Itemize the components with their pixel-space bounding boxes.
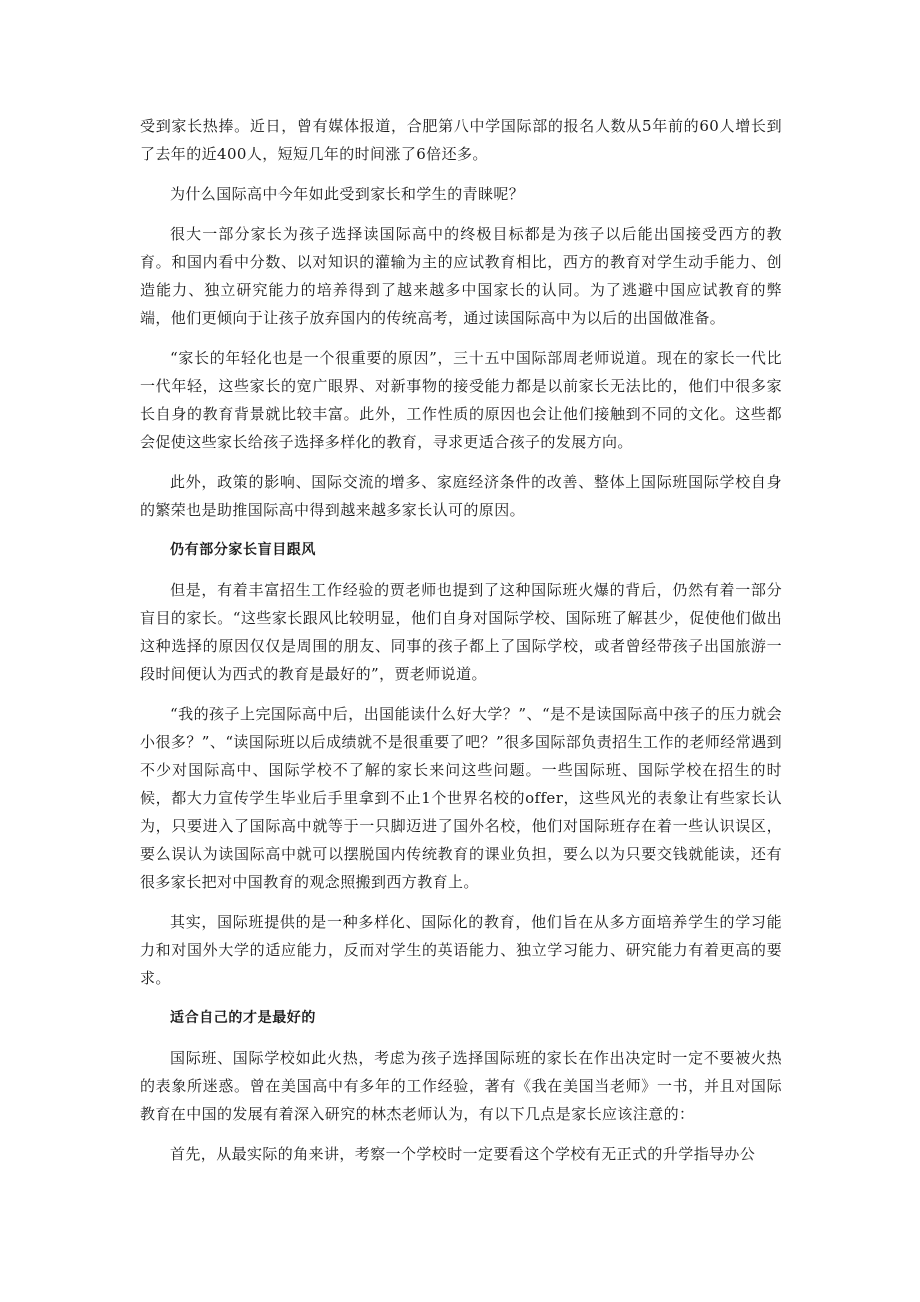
paragraph-goal: 很大一部分家长为孩子选择读国际高中的终极目标都是为孩子以后能出国接受西方的教育。和国内看中分数、以对知识的灌输为主的应试教育相比，西方的教育对学生动手能力、创造能力、独立研究能力的培养得到了越来越多中国家长的认同。为了逃避中国应试教育的弊端，他们更倾向于让孩子放弃国内的传统高考，通过读国际高中为以后的出国做准备。 xyxy=(140,225,782,327)
document-page xyxy=(140,112,782,1180)
paragraph-policy: 此外，政策的影响、国际交流的增多、家庭经济条件的改善、整体上国际班国际学校自身的繁荣也是助推国际高中得到越来越多家长认可的原因。 xyxy=(140,473,782,519)
section-heading-best-fit: 适合自己的才是最好的 xyxy=(170,1010,316,1026)
paragraph-in-fact: 其实，国际班提供的是一种多样化、国际化的教育，他们旨在从多方面培养学生的学习能力和对国外大学的适应能力，反而对学生的英语能力、独立学习能力、研究能力有着更高的要求。 xyxy=(140,913,782,987)
paragraph-lin-jie: 国际班、国际学校如此火热，考虑为孩子选择国际班的家长在作出决定时一定不要被火热的表象所迷惑。曾在美国高中有多年的工作经验，著有《我在美国当老师》一书，并且对国际教育在中国的发展有着深入研究的林杰老师认为，有以下几点是家长应该注意的： xyxy=(140,1049,782,1123)
paragraph-young-parents: “家长的年轻化也是一个很重要的原因”，三十五中国际部周老师说道。现在的家长一代比一代年轻，这些家长的宽广眼界、对新事物的接受能力都是以前家长无法比的，他们中很多家长自身的教育背景就比较丰富。此外，工作性质的原因也会让他们接触到不同的文化。这些都会促使这些家长给孩子选择多样化的教育，寻求更适合孩子的发展方向。 xyxy=(140,349,782,451)
paragraph-question: 为什么国际高中今年如此受到家长和学生的青睐呢？ xyxy=(170,185,525,203)
paragraph-parent-questions: “我的孩子上完国际高中后，出国能读什么好大学？”、“是不是读国际高中孩子的压力就会小很多？”、“读国际班以后成绩就不是很重要了吧？”很多国际部负责招生工作的老师经常遇到不少对国际高中、国际学校不了解的家长来问这些问题。一些国际班、国际学校在招生的时候，都大力宣传学生毕业后手里拿到不止1个世界名校的offer，这些风光的表象让有些家长认为，只要进入了国际高中就等于一只脚迈进了国外名校，他们对国际班存在着一些认识误区，要么误认为读国际高中就可以摆脱国内传统教育的课业负担，要么以为只要交钱就能读，还有很多家长把对中国教育的观念照搬到西方教育上。 xyxy=(140,705,782,891)
section-heading-blind-following: 仍有部分家长盲目跟风 xyxy=(170,542,316,558)
paragraph-intro: 受到家长热捧。近日，曾有媒体报道，合肥第八中学国际部的报名人数从5年前的60人增长到了去年的近400人，短短几年的时间涨了6倍还多。 xyxy=(140,117,782,163)
paragraph-first-point: 首先，从最实际的角来讲，考察一个学校时一定要看这个学校有无正式的升学指导办公 xyxy=(170,1145,756,1163)
paragraph-teacher-jia: 但是，有着丰富招生工作经验的贾老师也提到了这种国际班火爆的背后，仍然有着一部分盲目的家长。“这些家长跟风比较明显，他们自身对国际学校、国际班了解甚少，促使他们做出这种选择的原因仅仅是周围的朋友、同事的孩子都上了国际学校，或者曾经带孩子出国旅游一段时间便认为西式的教育是最好的”，贾老师说道。 xyxy=(140,581,782,683)
